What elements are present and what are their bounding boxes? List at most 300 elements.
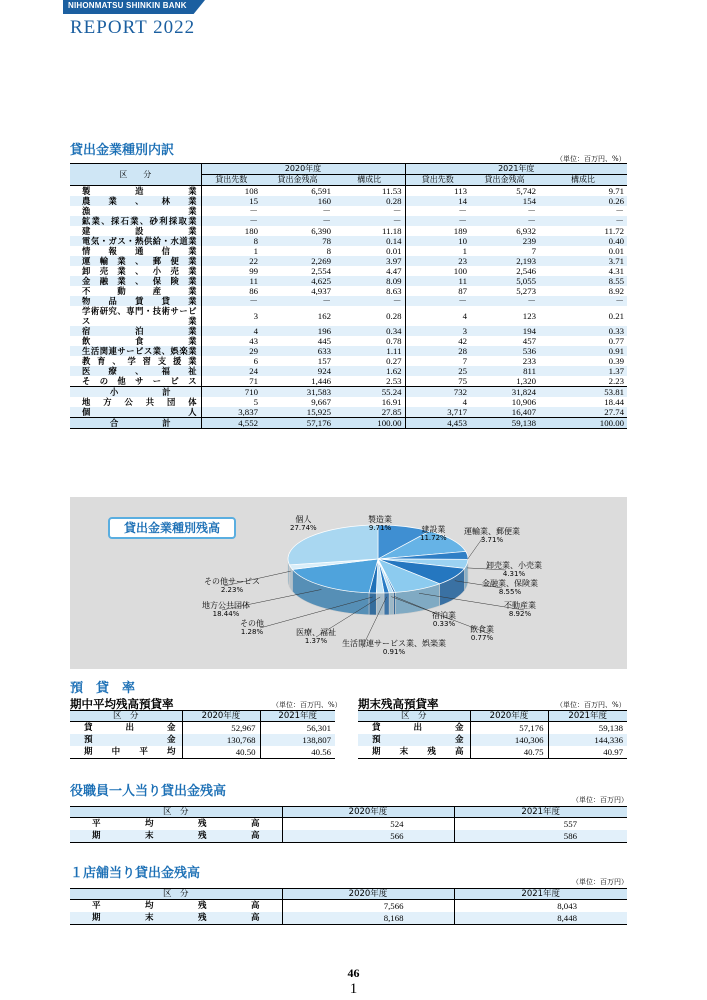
row-label: 農業、林業	[70, 196, 201, 206]
row-label: 個人	[70, 407, 201, 418]
cell-value: 52,967	[182, 722, 260, 735]
table-row	[70, 387, 627, 398]
cell-value: 11.53	[334, 186, 405, 197]
cell-value: 43	[201, 336, 261, 346]
row-label: 預金	[70, 734, 182, 746]
row-label: 期中平均	[70, 746, 182, 759]
per-employee-table	[70, 806, 627, 843]
cell-value: 144,336	[548, 734, 627, 746]
cell-value: 55.24	[334, 387, 405, 398]
cell-value: －	[470, 206, 539, 216]
row-label: 生活関連サービス業、娯楽業	[70, 346, 201, 356]
pie-label-value: 1.28%	[240, 628, 264, 636]
pie-label	[470, 625, 494, 643]
cell-value: 123	[470, 306, 539, 326]
cell-value: 14	[405, 196, 470, 206]
cell-value: 57,176	[261, 418, 334, 429]
loans-unit: （単位：百万円、%）	[556, 155, 626, 163]
table-row	[70, 366, 627, 376]
cell-value: －	[261, 216, 334, 226]
cell-value: 16,407	[470, 407, 539, 418]
cell-value: 57,176	[470, 722, 548, 735]
cell-value: 59,138	[548, 722, 627, 735]
cell-value: 40.97	[548, 746, 627, 759]
end-ratio-unit: （単位：百万円、%）	[556, 701, 626, 709]
pie-label-value: 2.23%	[220, 586, 244, 594]
table-row	[70, 746, 335, 759]
cell-value: 10,906	[470, 397, 539, 407]
cell-value: 130,768	[182, 734, 260, 746]
cell-value: 1.11	[334, 346, 405, 356]
table-row	[70, 216, 627, 226]
cell-value: 6,591	[261, 186, 334, 197]
table-row	[70, 418, 627, 429]
cell-value: 0.26	[539, 196, 627, 206]
cell-value: 4	[405, 397, 470, 407]
cell-value: 1.37	[539, 366, 627, 376]
cell-value: 7	[405, 356, 470, 366]
cell-value: 7,566	[282, 900, 454, 913]
bank-name: NIHONMATSU SHINKIN BANK	[68, 1, 187, 10]
cell-value: 4	[201, 326, 261, 336]
cell-value: 31,824	[470, 387, 539, 398]
row-label: 期末残高	[358, 746, 470, 759]
col-header: 2021年度	[260, 711, 335, 722]
col-header: 貸出金残高	[470, 175, 539, 186]
row-label: 貸出金	[84, 723, 176, 733]
cell-value: 4,625	[261, 276, 334, 286]
pie-label	[482, 579, 538, 597]
cell-value: 108	[201, 186, 261, 197]
cell-value: 1,446	[261, 376, 334, 387]
cell-value: 0.21	[539, 306, 627, 326]
end-ratio-title: 期末残高預貸率	[358, 697, 439, 711]
table-row	[70, 226, 627, 236]
pie-label-name: その他	[240, 619, 264, 628]
pie-label-name: 製造業	[368, 515, 392, 524]
cell-value: 11	[201, 276, 261, 286]
avg-ratio-unit: （単位：百万円、%）	[272, 701, 342, 709]
cell-value: －	[201, 206, 261, 216]
cell-value: 100.00	[539, 418, 627, 429]
cell-value: 5	[201, 397, 261, 407]
cell-value: －	[201, 216, 261, 226]
cell-value: 6	[201, 356, 261, 366]
cell-value: 1,320	[470, 376, 539, 387]
row-label: 鉱業、採石業、砂利採取業	[70, 216, 201, 226]
cell-value: 24	[201, 366, 261, 376]
cell-value: 811	[470, 366, 539, 376]
pie-chart-panel	[70, 497, 627, 669]
cell-value: 5,273	[470, 286, 539, 296]
page-sub-number: 1	[349, 981, 358, 997]
cell-value: 924	[261, 366, 334, 376]
cell-value: 0.78	[334, 336, 405, 346]
cell-value: －	[334, 206, 405, 216]
cell-value: －	[334, 296, 405, 306]
cell-value: 8.63	[334, 286, 405, 296]
pie-label-value: 8.55%	[498, 588, 522, 596]
cell-value: 11.72	[539, 226, 627, 236]
cell-value: 0.01	[334, 246, 405, 256]
cell-value: 557	[454, 818, 627, 831]
per-branch-title: １店舗当り貸出金残高	[70, 866, 201, 881]
cell-value: 8.09	[334, 276, 405, 286]
cell-value: 78	[261, 236, 334, 246]
row-label: 物品賃貸業	[70, 296, 201, 306]
col-header: 区 分	[70, 889, 282, 900]
cell-value: 3.71	[539, 256, 627, 266]
cell-value: 633	[261, 346, 334, 356]
row-label: 小計	[70, 387, 201, 398]
table-row	[70, 346, 627, 356]
year-2020-header: 2020年度	[201, 164, 405, 175]
cell-value: 59,138	[470, 418, 539, 429]
cell-value: 6,390	[261, 226, 334, 236]
row-label: 学術研究、専門・技術サービス業	[70, 306, 201, 326]
col-header: 2020年度	[282, 889, 454, 900]
row-label: その他サービス	[70, 376, 201, 387]
cell-value: 71	[201, 376, 261, 387]
table-row	[70, 912, 627, 925]
pie-label	[486, 561, 542, 579]
cell-value: 4.47	[334, 266, 405, 276]
col-header: 構成比	[539, 175, 627, 186]
cell-value: 732	[405, 387, 470, 398]
table-row	[70, 266, 627, 276]
cell-value: 8,043	[454, 900, 627, 913]
pie-label-name: 宿泊業	[432, 611, 456, 620]
table-row	[70, 246, 627, 256]
cell-value: 4,552	[201, 418, 261, 429]
table-row	[70, 296, 627, 306]
cell-value: 29	[201, 346, 261, 356]
cell-value: 138,807	[260, 734, 335, 746]
per-branch-unit: （単位：百万円）	[572, 878, 628, 886]
row-label: 平均残高	[92, 901, 260, 911]
cell-value: 196	[261, 326, 334, 336]
col-group-header: 区 分	[70, 164, 201, 186]
cell-value: 1.62	[334, 366, 405, 376]
cell-value: 11.18	[334, 226, 405, 236]
col-header: 区 分	[70, 711, 182, 722]
row-label: 情報通信業	[70, 246, 201, 256]
cell-value: 2,554	[261, 266, 334, 276]
row-label: 教育、学習支援業	[70, 356, 201, 366]
row-label: 期末残高	[70, 912, 282, 925]
cell-value: 157	[261, 356, 334, 366]
table-row	[70, 397, 627, 407]
cell-value: 524	[282, 818, 454, 831]
col-header: 2020年度	[470, 711, 548, 722]
cell-value: 42	[405, 336, 470, 346]
cell-value: 2.53	[334, 376, 405, 387]
cell-value: 710	[201, 387, 261, 398]
pie-label-name: その他サービス	[204, 577, 260, 586]
cell-value: 445	[261, 336, 334, 346]
cell-value: 9.71	[539, 186, 627, 197]
col-header: 2021年度	[454, 889, 627, 900]
row-label: 建設業	[70, 226, 201, 236]
cell-value: 8	[201, 236, 261, 246]
cell-value: 15,925	[261, 407, 334, 418]
cell-value: 11	[405, 276, 470, 286]
cell-value: －	[470, 216, 539, 226]
col-header: 2020年度	[182, 711, 260, 722]
pie-label-value: 1.37%	[304, 637, 328, 645]
cell-value: －	[405, 216, 470, 226]
cell-value: 86	[201, 286, 261, 296]
pie-label	[432, 611, 456, 629]
cell-value: 18.44	[539, 397, 627, 407]
row-label: 地方公共団体	[70, 397, 201, 407]
cell-value: 4	[405, 306, 470, 326]
table-row	[70, 900, 627, 913]
ratio-section-title: 預 貸 率	[70, 681, 136, 696]
cell-value: 2.23	[539, 376, 627, 387]
row-label: 漁業	[70, 206, 201, 216]
pie-label-name: 金融業、保険業	[482, 579, 538, 588]
row-label: 貸出金	[372, 723, 464, 733]
cell-value: 56,301	[260, 722, 335, 735]
cell-value: 10	[405, 236, 470, 246]
pie-label-name: 卸売業、小売業	[486, 561, 542, 570]
cell-value: 8.92	[539, 286, 627, 296]
pie-label	[204, 577, 260, 595]
row-label: 金融業、保険業	[70, 276, 201, 286]
table-row	[70, 306, 627, 326]
cell-value: 100.00	[334, 418, 405, 429]
cell-value: 53.81	[539, 387, 627, 398]
cell-value: 194	[470, 326, 539, 336]
cell-value: 239	[470, 236, 539, 246]
row-label: 期末残高	[70, 830, 282, 843]
pie-label-value: 18.44%	[212, 610, 240, 618]
cell-value: －	[334, 216, 405, 226]
cell-value: 15	[201, 196, 261, 206]
pie-label-name: 不動産業	[504, 601, 536, 610]
cell-value: 4,453	[405, 418, 470, 429]
cell-value: 154	[470, 196, 539, 206]
pie-label-value: 0.77%	[470, 634, 494, 642]
loans-by-industry-title: 貸出金業種別内訳	[70, 143, 175, 158]
table-row	[70, 356, 627, 366]
cell-value: 27.85	[334, 407, 405, 418]
cell-value: －	[405, 296, 470, 306]
pie-label-name: 個人	[295, 515, 312, 524]
cell-value: 0.28	[334, 306, 405, 326]
pie-side-7	[389, 592, 393, 614]
cell-value: －	[261, 206, 334, 216]
row-label: 飲食業	[70, 336, 201, 346]
cell-value: 3	[201, 306, 261, 326]
table-row	[70, 196, 627, 206]
col-header: 貸出金残高	[261, 175, 334, 186]
table-row	[70, 206, 627, 216]
per-branch-table	[70, 888, 627, 925]
avg-ratio-title: 期中平均残高預貸率	[70, 697, 174, 711]
per-employee-unit: （単位：百万円）	[572, 796, 628, 804]
col-header: 区 分	[70, 807, 282, 818]
row-label: 電気・ガス・熱供給・水道業	[70, 236, 201, 246]
pie-label-name: 医療、福祉	[296, 628, 336, 637]
pie-label-name: 生活関連サービス業、娯楽業	[342, 639, 446, 648]
cell-value: 536	[470, 346, 539, 356]
table-row	[358, 734, 627, 746]
cell-value: 113	[405, 186, 470, 197]
row-label: 運輸業、郵便業	[70, 256, 201, 266]
cell-value: －	[470, 296, 539, 306]
pie-label-name: 飲食業	[470, 625, 494, 634]
cell-value: 40.56	[260, 746, 335, 759]
table-row	[70, 276, 627, 286]
pie-label-name: 地方公共団体	[202, 601, 250, 610]
table-row	[70, 830, 627, 843]
cell-value: 2,546	[470, 266, 539, 276]
pie-label-value: 27.74%	[290, 524, 317, 532]
col-header: 2021年度	[548, 711, 627, 722]
table-row	[70, 286, 627, 296]
cell-value: 3	[405, 326, 470, 336]
pie-label	[368, 515, 392, 533]
cell-value: 75	[405, 376, 470, 387]
pie-label	[240, 619, 264, 637]
cell-value: 5,742	[470, 186, 539, 197]
report-title: REPORT 2022	[70, 17, 196, 38]
cell-value: 0.33	[539, 326, 627, 336]
col-header: 2020年度	[282, 807, 454, 818]
cell-value: －	[405, 206, 470, 216]
cell-value: 0.28	[334, 196, 405, 206]
row-label: 宿泊業	[70, 326, 201, 336]
pie-label	[464, 527, 520, 545]
pie-label-value: 9.71%	[368, 524, 392, 532]
cell-value: 22	[201, 256, 261, 266]
row-label: 製造業	[70, 186, 201, 197]
cell-value: 162	[261, 306, 334, 326]
cell-value: 25	[405, 366, 470, 376]
cell-value: －	[539, 206, 627, 216]
pie-label-value: 4.31%	[502, 570, 526, 578]
cell-value: 0.91	[539, 346, 627, 356]
cell-value: 9,667	[261, 397, 334, 407]
cell-value: 140,306	[470, 734, 548, 746]
cell-value: 27.74	[539, 407, 627, 418]
pie-label	[296, 628, 336, 646]
cell-value: 4.31	[539, 266, 627, 276]
table-row	[70, 734, 335, 746]
row-label: 合計	[70, 418, 201, 429]
pie-label-value: 0.33%	[432, 620, 456, 628]
cell-value: 31,583	[261, 387, 334, 398]
table-row	[70, 818, 627, 831]
cell-value: －	[261, 296, 334, 306]
cell-value: 180	[201, 226, 261, 236]
end-ratio-table	[358, 710, 627, 759]
row-label: 卸売業、小売業	[70, 266, 201, 276]
cell-value: 160	[261, 196, 334, 206]
cell-value: 8,168	[282, 912, 454, 925]
table-row	[358, 722, 627, 735]
cell-value: 0.01	[539, 246, 627, 256]
avg-ratio-table	[70, 710, 335, 759]
cell-value: 0.40	[539, 236, 627, 246]
col-header: 構成比	[334, 175, 405, 186]
table-row	[70, 326, 627, 336]
cell-value: 28	[405, 346, 470, 356]
cell-value: 8.55	[539, 276, 627, 286]
pie-label-value: 8.92%	[508, 610, 532, 618]
pie-label	[342, 639, 446, 657]
row-label: 平均残高	[92, 819, 260, 829]
cell-value: 2,193	[470, 256, 539, 266]
pie-label-value: 11.72%	[420, 534, 447, 542]
table-row	[70, 336, 627, 346]
cell-value: 0.77	[539, 336, 627, 346]
cell-value: 8	[261, 246, 334, 256]
table-row	[70, 376, 627, 387]
cell-value: 2,269	[261, 256, 334, 266]
row-label: 預金	[358, 734, 470, 746]
col-header: 貸出先数	[405, 175, 470, 186]
year-2021-header: 2021年度	[405, 164, 627, 175]
pie-label-name: 運輸業、郵便業	[464, 527, 520, 536]
cell-value: 4,937	[261, 286, 334, 296]
cell-value: 40.50	[182, 746, 260, 759]
cell-value: 3,837	[201, 407, 261, 418]
cell-value: 566	[282, 830, 454, 843]
cell-value: 6,932	[470, 226, 539, 236]
cell-value: 40.75	[470, 746, 548, 759]
cell-value: －	[201, 296, 261, 306]
cell-value: 189	[405, 226, 470, 236]
page-number: 46	[347, 966, 360, 980]
cell-value: 0.39	[539, 356, 627, 366]
pie-label	[290, 515, 317, 533]
pie-label	[420, 525, 447, 543]
cell-value: 0.14	[334, 236, 405, 246]
col-header: 2021年度	[454, 807, 627, 818]
cell-value: 100	[405, 266, 470, 276]
row-label: 不動産業	[70, 286, 201, 296]
cell-value: 0.34	[334, 326, 405, 336]
table-row	[70, 186, 627, 197]
cell-value: －	[539, 216, 627, 226]
cell-value: 5,055	[470, 276, 539, 286]
table-row	[70, 722, 335, 735]
cell-value: 3,717	[405, 407, 470, 418]
cell-value: 87	[405, 286, 470, 296]
cell-value: 23	[405, 256, 470, 266]
cell-value: 7	[470, 246, 539, 256]
per-employee-title: 役職員一人当り貸出金残高	[70, 784, 227, 799]
pie-label	[504, 601, 536, 619]
col-header: 貸出先数	[201, 175, 261, 186]
cell-value: 0.27	[334, 356, 405, 366]
cell-value: 1	[201, 246, 261, 256]
chart-title: 貸出金業種別残高	[108, 517, 236, 539]
col-header: 区 分	[358, 711, 470, 722]
pie-label	[202, 601, 250, 619]
cell-value: 586	[454, 830, 627, 843]
pie-label-value: 3.71%	[480, 536, 504, 544]
cell-value: 1	[405, 246, 470, 256]
row-label: 医療、福祉	[70, 366, 201, 376]
cell-value: 8,448	[454, 912, 627, 925]
cell-value: 457	[470, 336, 539, 346]
pie-side-8	[384, 593, 389, 615]
cell-value: 233	[470, 356, 539, 366]
